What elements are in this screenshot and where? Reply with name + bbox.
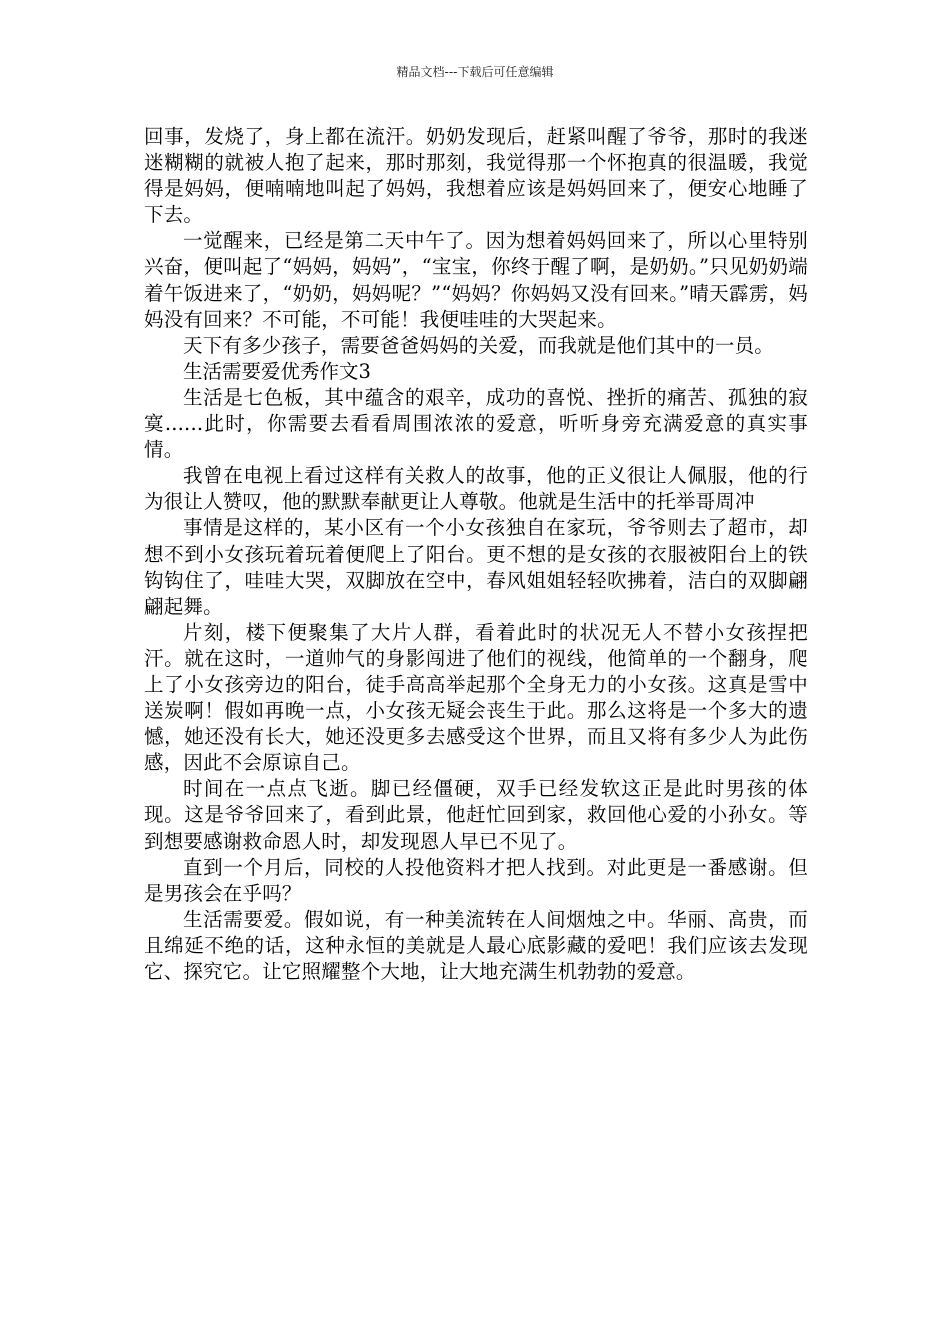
document-body: [144, 124, 808, 985]
paragraph-9: 直到一个月后，同校的人投他资料才把人找到。对此更是一番感谢。但是男孩会在乎吗？: [144, 855, 808, 905]
paragraph-2: 一觉醒来，已经是第二天中午了。因为想着妈妈回来了，所以心里特别兴奋，便叫起了“妈妈，妈妈”，“宝宝，你终于醒了啊，是奶奶。”只见奶奶端着午饭进来了，“奶奶，妈妈呢？”“妈妈？你妈妈又没有回来。”晴天霹雳，妈妈没有回来？不可能，不可能！我便哇哇的大哭起来。: [144, 229, 808, 331]
paragraph-4: 生活是七色板，其中蕴含的艰辛，成功的喜悦、挫折的痛苦、孤独的寂寞......此时，你需要去看看周围浓浓的爱意，听听身旁充满爱意的真实事情。: [144, 385, 808, 462]
paragraph-10: 生活需要爱。假如说，有一种美流转在人间烟烛之中。华丽、高贵，而且绵延不绝的话，这种永恒的美就是人最心底影藏的爱吧！我们应该去发现它、探究它。让它照耀整个大地，让大地充满生机勃勃的爱意。: [144, 907, 808, 983]
paragraph-6: 事情是这样的，某小区有一个小女孩独自在家玩，爷爷则去了超市，却想不到小女孩玩着玩着便爬上了阳台。更不想的是女孩的衣服被阳台上的铁钩钩住了，哇哇大哭，双脚放在空中，春风姐姐轻轻吹拂着，洁白的双脚翩翩起舞。: [144, 516, 808, 618]
paragraph-3: 天下有多少孩子，需要爸爸妈妈的关爱，而我就是他们其中的一员。: [183, 333, 775, 357]
section-heading: 生活需要爱优秀作文3: [183, 359, 371, 383]
page-header: 精品文档---下载后可任意编辑: [396, 65, 554, 79]
paragraph-5: 我曾在电视上看过这样有关救人的故事，他的正义很让人佩服，他的行为很让人赞叹，他的默默奉献更让人尊敬。他就是生活中的托举哥周冲: [144, 464, 808, 514]
paragraph-1: 回事，发烧了，身上都在流汗。奶奶发现后，赶紧叫醒了爷爷，那时的我迷迷糊糊的就被人抱了起来，那时那刻，我觉得那一个怀抱真的很温暖，我觉得是妈妈，便喃喃地叫起了妈妈，我想着应该是妈妈回来了，便安心地睡了下去。: [144, 125, 808, 227]
paragraph-7: 片刻，楼下便聚集了大片人群，看着此时的状况无人不替小女孩捏把汗。就在这时，一道帅气的身影闯进了他们的视线，他简单的一个翻身，爬上了小女孩旁边的阳台，徒手高高举起那个全身无力的小女孩。这真是雪中送炭啊！假如再晚一点，小女孩无疑会丧生于此。那么这将是一个多大的遗憾，她还没有长大，她还没更多去感受这个世界，而且又将有多少人为此伤感，因此不会原谅自己。: [144, 620, 808, 775]
paragraph-8: 时间在一点点飞逝。脚已经僵硬，双手已经发软这正是此时男孩的体现。这是爷爷回来了，看到此景，他赶忙回到家，救回他心爱的小孙女。等到想要感谢救命恩人时，却发现恩人早已不见了。: [144, 777, 808, 853]
